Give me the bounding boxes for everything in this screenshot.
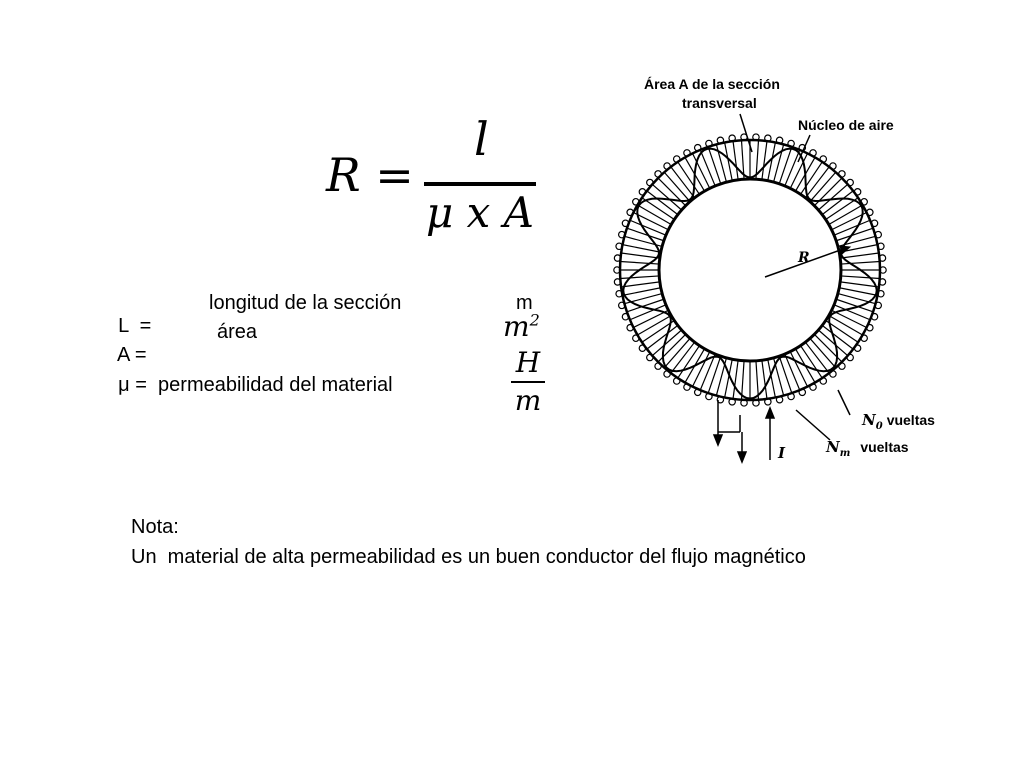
toroid-diagram xyxy=(600,60,960,470)
definition-row-area: A = xyxy=(117,344,147,366)
definition-unit: m xyxy=(516,292,533,314)
cross-section-lines xyxy=(620,140,880,400)
label-nm: $N_m$ vueltas xyxy=(826,438,909,459)
formula-denominator: μ x A xyxy=(426,188,535,237)
note-heading: Nota: xyxy=(131,516,179,538)
formula-lhs: R = xyxy=(326,148,414,202)
definition-description: longitud de la sección xyxy=(209,292,402,314)
formula-numerator: l xyxy=(474,112,489,166)
definition-row-length: L = xyxy=(118,315,152,337)
label-current: I xyxy=(778,444,786,462)
reluctance-formula xyxy=(326,108,546,238)
current-leads xyxy=(714,400,774,462)
definition-symbol: A xyxy=(117,344,130,366)
label-transversal: transversal xyxy=(682,95,757,111)
definition-symbol: μ xyxy=(118,374,130,396)
toroid-inner-edge xyxy=(659,179,841,361)
definition-row-permeability: μ = permeabilidad del material xyxy=(118,374,393,396)
formula-fraction-bar xyxy=(424,182,536,186)
definition-unit-m2: $m^2$ xyxy=(503,310,540,343)
definition-unit-h-per-m: H m xyxy=(508,347,548,417)
label-radius: R xyxy=(798,250,810,266)
definition-description: permeabilidad del material xyxy=(158,374,393,396)
label-air-core: Núcleo de aire xyxy=(798,117,894,133)
label-n0: $N_0$ vueltas xyxy=(862,411,935,432)
label-area: Área A de la sección xyxy=(644,76,780,92)
definition-description: área xyxy=(217,321,258,343)
note-text: Un material de alta permeabilidad es un buen conductor del flujo magnético xyxy=(131,546,806,568)
toroid-figure xyxy=(600,60,960,475)
definition-symbol: L xyxy=(118,315,129,337)
